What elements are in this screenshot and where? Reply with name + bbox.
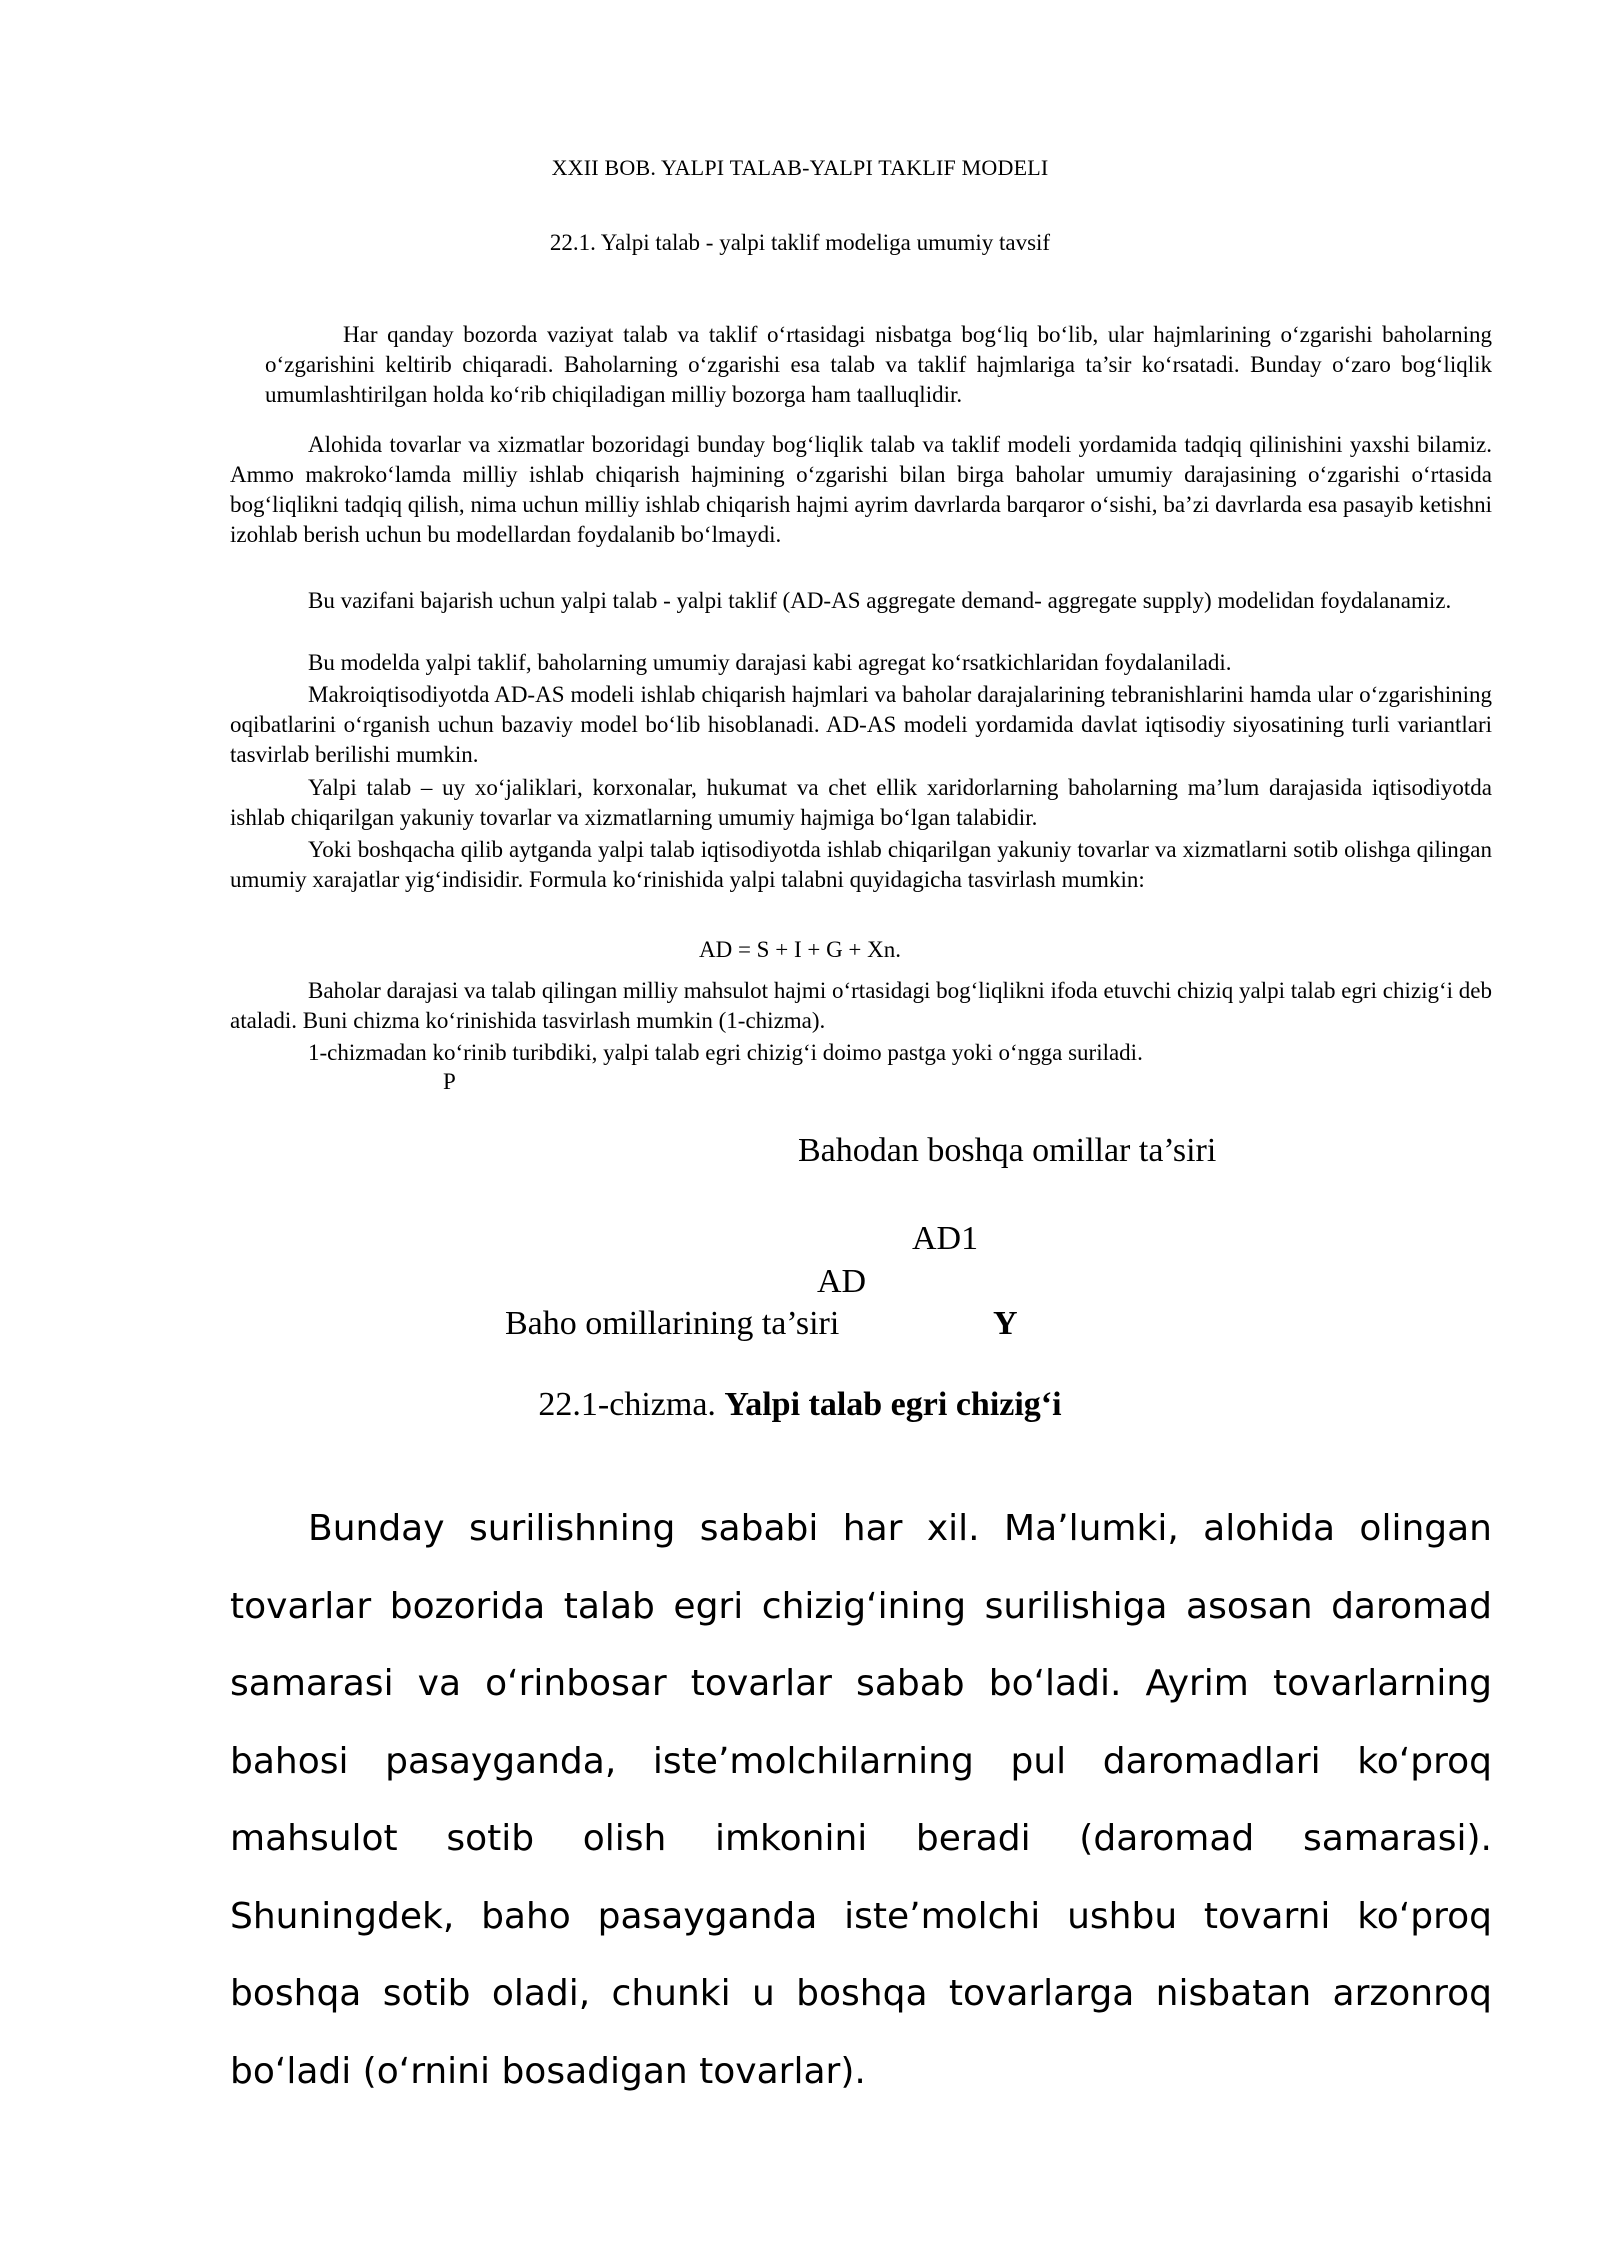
formula: AD = S + I + G + Xn. xyxy=(698,937,902,962)
label-ad1: AD1 xyxy=(912,1220,979,1257)
axis-label-p: P xyxy=(443,1069,456,1094)
paragraph-closing: Bunday surilishning sababi har xil. Ma’lumki, alohida olingan tovarlar bozorida talab egri chizig‘ining surilishiga asosan daromad samarasi va o‘rinbosar tovarlar sabab bo‘ladi. Ayrim tovarlarning bahosi pasayganda, iste’molchilarning pul daromadlari ko‘proq mahsulot sotib olish imkonini beradi (daromad samarasi). Shuningdek, baho pasayganda iste’molchi ushbu tovarni ko‘proq boshqa sotib oladi, chunki u boshqa tovarlarga nisbatan arzonroq bo‘ladi (o‘rnini bosadigan tovarlar). xyxy=(230,1508,1492,2092)
paragraph-intro: Har qanday bozorda vaziyat talab va taklif o‘rtasidagi nisbatga bog‘liq bo‘lib, ular hajmlarining o‘zgarishi baholarning o‘zgarishini keltirib chiqaradi. Baholarning o‘zgarishi esa talab va taklif hajmlariga ta’sir ko‘rsatadi. Bunday o‘zaro bog‘liqlik umumlashtirilgan holda ko‘rib chiqiladigan milliy bozorga ham taalluqlidir. xyxy=(265,322,1492,407)
paragraph-curve: Baholar darajasi va talab qilingan milliy mahsulot hajmi o‘rtasidagi bog‘liqlikni ifoda etuvchi chiziq yalpi talab egri chizig‘i deb ataladi. Buni chizma ko‘rinishida tasvirlash mumkin (1-chizma). xyxy=(230,978,1492,1033)
chapter-title: XXII BOB. YALPI TALAB-YALPI TAKLIF MODELI xyxy=(551,155,1049,180)
paragraph-aggregate: Alohida tovarlar va xizmatlar bozoridagi bunday bog‘liqlik talab va taklif modeli yordamida tadqiq qilinishini yaxshi bilamiz. Ammo makroko‘lamda milliy ishlab chiqarish hajmining o‘zgarishi bilan birga baholar umumiy darajasining o‘zgarishi o‘rtasida bog‘liqlikni tadqiq qilish, nima uchun milliy ishlab chiqarish hajmi ayrim davrlarda barqaror o‘sishi, ba’zi davrlarda esa pasayib ketishni izohlab berish uchun bu modellardan foydalanib bo‘lmaydi. xyxy=(230,432,1492,547)
paragraph-adas: Makroiqtisodiyotda AD-AS modeli ishlab chiqarish hajmlari va baholar darajalarining tebranishlarini hamda ular o‘zgarishining oqibatlarini o‘rganish uchun bazaviy model bo‘lib hisoblanadi. AD-AS modeli yordamida davlat iqtisodiy siyosatining turli variantlari tasvirlab berilishi mumkin. xyxy=(230,682,1492,767)
paragraph-task: Bu vazifani bajarish uchun yalpi talab - yalpi taklif (AD-AS aggregate demand- aggregate supply) modelidan foydalanamiz. xyxy=(308,588,1452,613)
caption-prefix: 22.1-chizma. xyxy=(538,1386,725,1423)
paragraph-model: Bu modelda yalpi taklif, baholarning umumiy darajasi kabi agregat ko‘rsatkichlaridan foydalaniladi. xyxy=(308,650,1232,675)
axis-label-y: Y xyxy=(993,1305,1018,1342)
label-nonprice-factors: Bahodan boshqa omillar ta’siri xyxy=(798,1132,1217,1169)
paragraph-formula-intro: Yoki boshqacha qilib aytganda yalpi talab iqtisodiyotda ishlab chiqarilgan yakuniy tovarlar va xizmatlarni sotib olishga qilingan umumiy xarajatlar yig‘indisidir. Formula ko‘rinishida yalpi talabni quyidagicha tasvirlash mumkin: xyxy=(230,837,1492,892)
paragraph-definition: Yalpi talab – uy xo‘jaliklari, korxonalar, hukumat va chet ellik xaridorlarning baholarning ma’lum darajasida iqtisodiyotda ishlab chiqarilgan yakuniy tovarlar va xizmatlarning umumiy hajmiga bo‘lgan talabidir. xyxy=(230,775,1492,830)
paragraph-shift: 1-chizmadan ko‘rinib turibdiki, yalpi talab egri chizig‘i doimo pastga yoki o‘ngga suriladi. xyxy=(308,1040,1143,1065)
section-title: 22.1. Yalpi talab - yalpi taklif modeliga umumiy tavsif xyxy=(549,230,1051,255)
figure-caption xyxy=(0,1386,1600,1424)
caption-title: Yalpi talab egri chizig‘i xyxy=(724,1386,1062,1423)
label-price-factors: Baho omillarining ta’siri xyxy=(505,1305,840,1342)
label-ad: AD xyxy=(817,1263,867,1300)
